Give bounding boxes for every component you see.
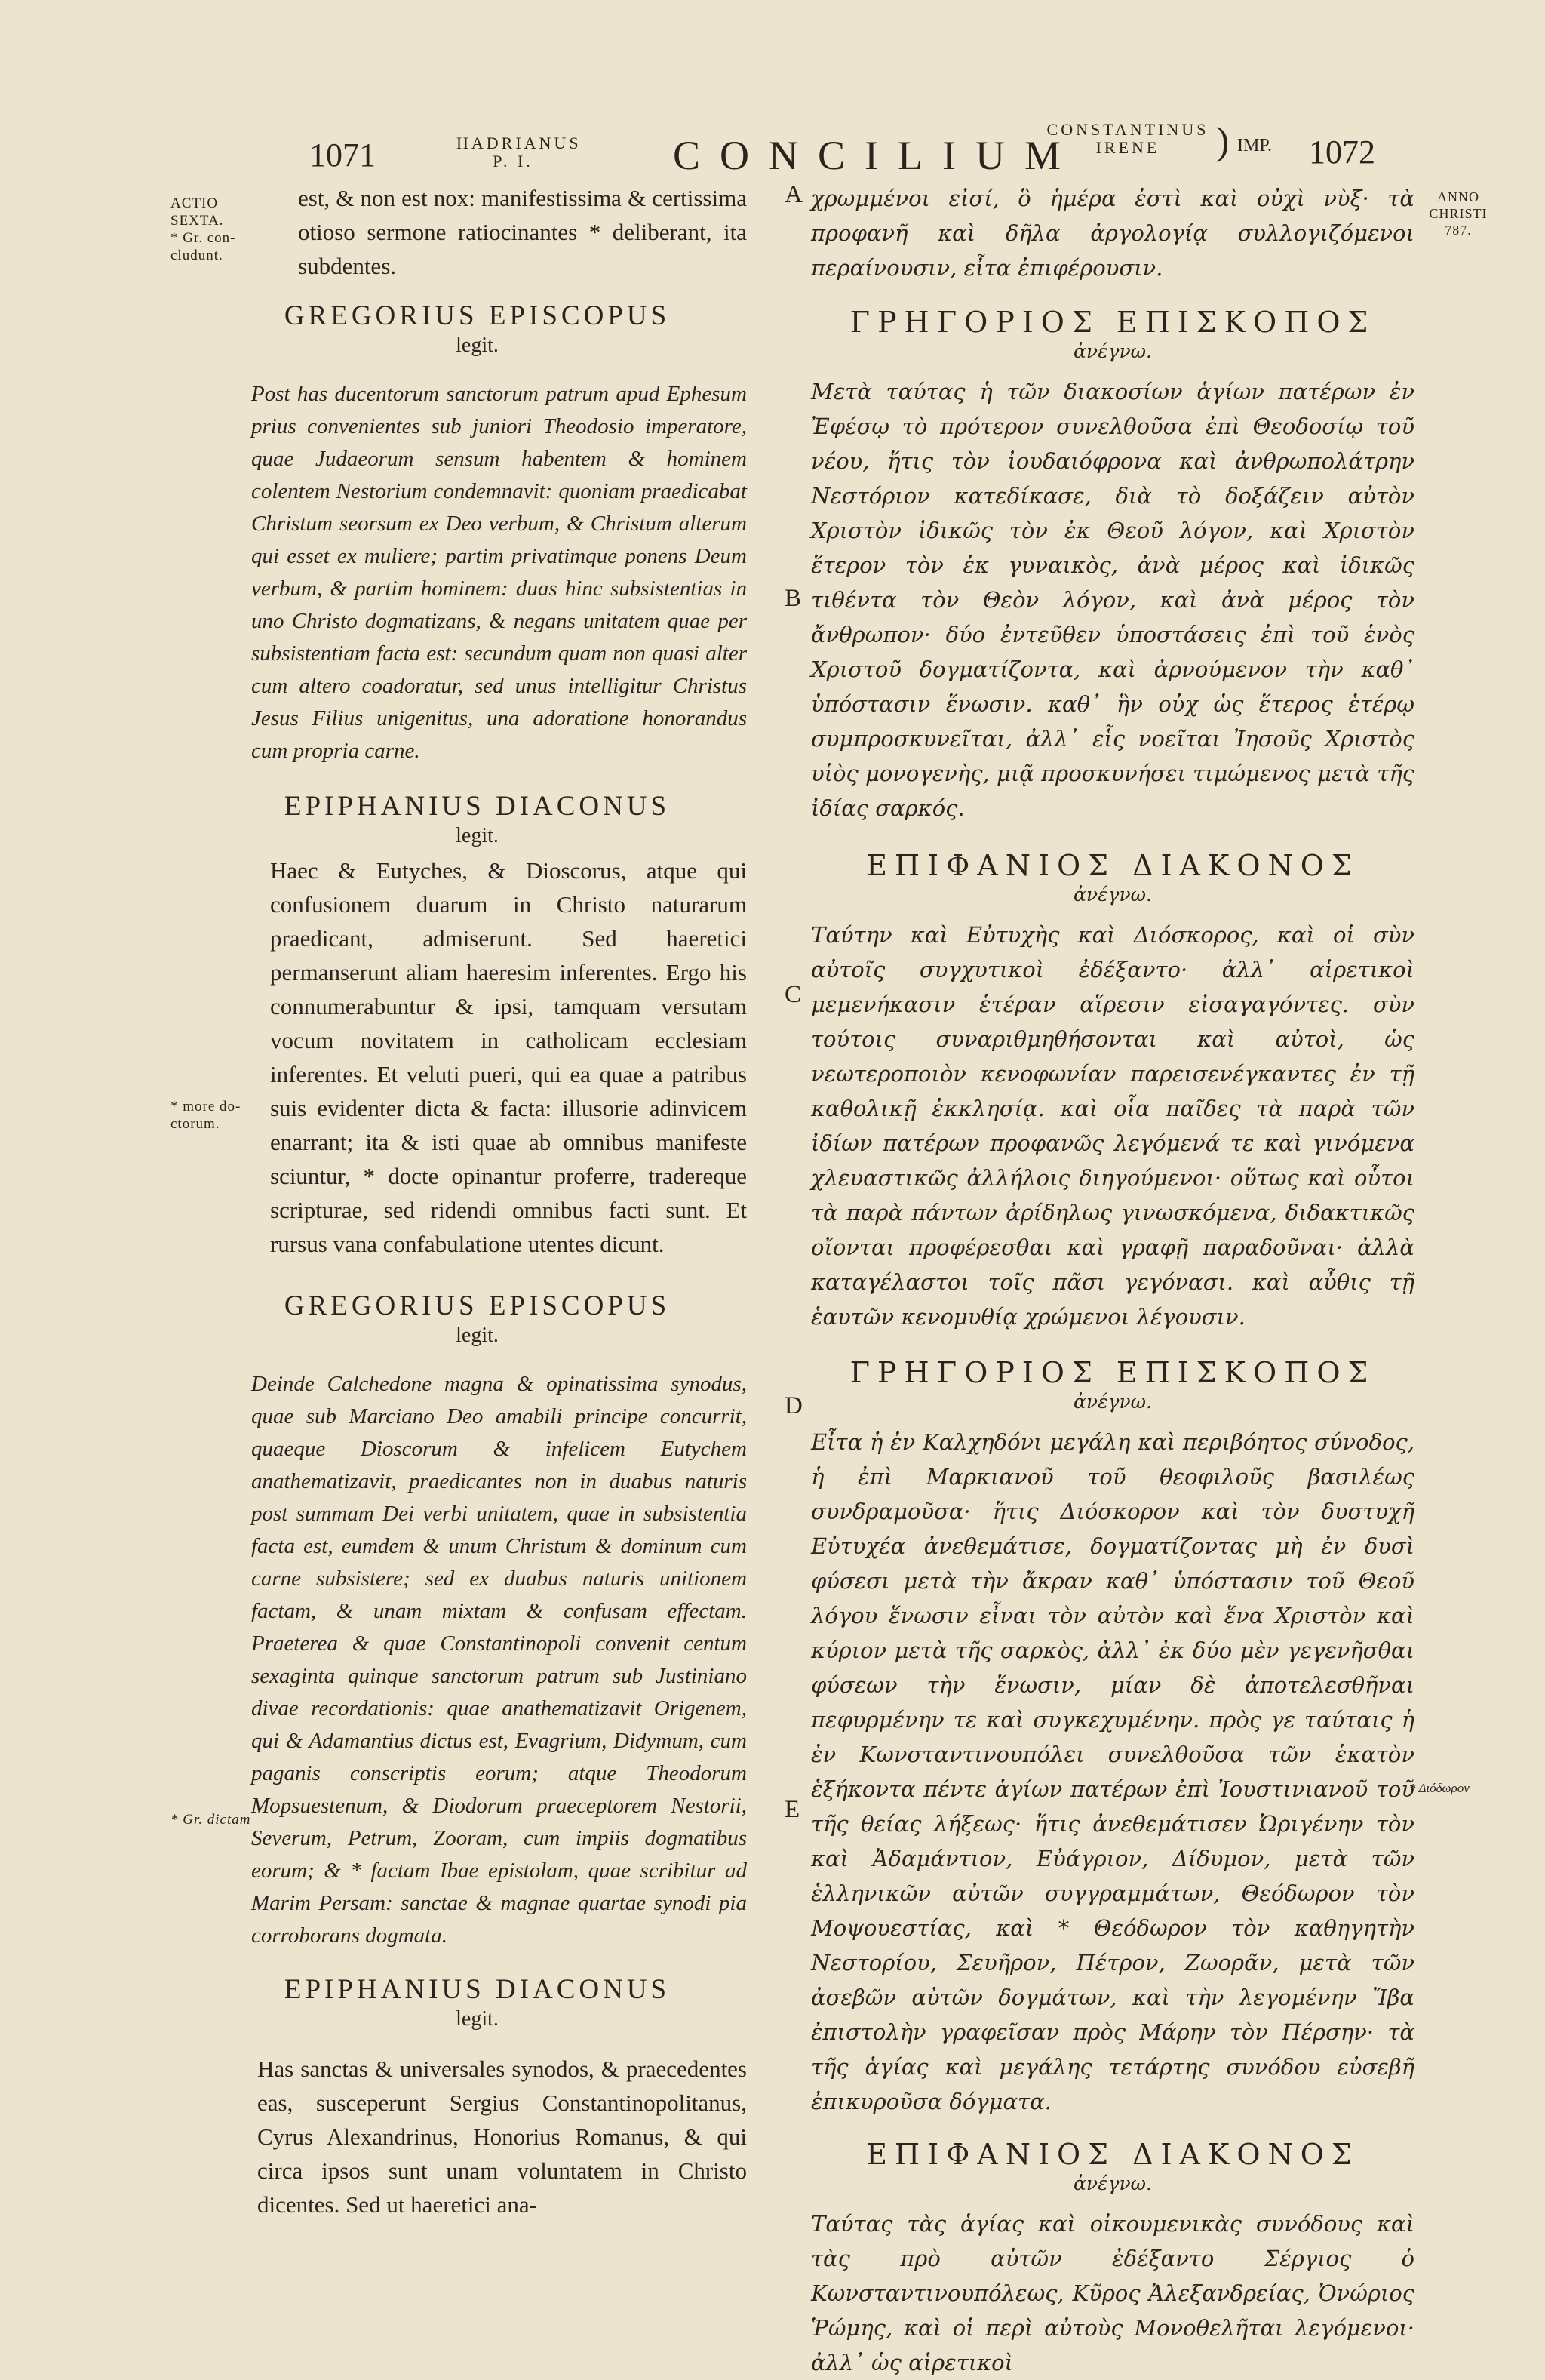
latin-heading-gregorius-2: GREGORIUS EPISCOPUS <box>284 1290 671 1321</box>
latin-intro: est, & non est nox: manifestissima & certissima otioso sermone ratiocinantes * deliberant, ita subdentes. <box>298 185 747 279</box>
header-emperors <box>1037 121 1218 157</box>
latin-subheading-1: legit. <box>456 334 499 357</box>
greek-intro: χρωμμένοι εἰσί, ὃ ἡμέρα ἐστὶ καὶ οὐχὶ νὺξ· τὰ προφανῆ καὶ δῆλα ἀργολογίᾳ συλλογιζόμενοι περαίνουσιν, εἶτα ἐπιφέρουσιν. <box>811 186 1414 281</box>
latin-heading-epiphanius-1: EPIPHANIUS DIACONUS <box>284 791 671 822</box>
latin-section-2 <box>207 790 747 1261</box>
latin-subheading-3: legit. <box>456 1324 499 1347</box>
page-number-right: 1072 <box>1309 134 1375 171</box>
margin-sexta: SEXTA. <box>170 213 224 229</box>
page-number-left: 1071 <box>309 137 376 174</box>
greek-text-3: Εἶτα ἡ ἐν Καλχηδόνι μεγάλη καὶ περιβόητος σύνοδος, ἡ ἐπὶ Μαρκιανοῦ τοῦ θεοφιλοῦς βασιλέως συνδραμοῦσα· ἥτις Διόσκορον καὶ τὸν δυστυχῆ Εὐτυχέα ἀνεθεμάτισε, δογματίζοντας μὴ ἐν δυσὶ φύσεσι μετὰ τὴν ἄκραν καθ᾽ ὑπόστασιν τοῦ Θεοῦ λόγου ἕνωσιν εἶναι τὸν αὐτὸν καὶ ἕνα Χριστὸν καὶ κύριον μετὰ τῆς σαρκὸς, ἀλλ᾽ ἐκ δύο μὲν γεγενῆσθαι φύσεων τὴν ἕνωσιν, μίαν δὲ ἀποτελεσθῆναι πεφυρμένην τε καὶ συγκεχυμένην. πρὸς γε ταύταις ἡ ἐν Κωνσταντινουπόλει συνελθοῦσα τῶν ἑκατὸν ἑξήκοντα πέντε ἁγίων πατέρων ἐπὶ Ἰουστινιανοῦ τοῦ τῆς θείας λήξεως· ἥτις ἀνεθεμάτισεν Ὠριγένην τὸν καὶ Ἀδαμάντιον, Εὐάγριον, Δίδυμον, μετὰ τῶν ἑλληνικῶν αὐτῶν συγγραμμάτων, Θεόδωρον τὸν Μοψουεστίας, καὶ * Θεόδωρον τὸν καθηγητὴν Νεστορίου, Σευῆρον, Πέτρον, Ζωορᾶν, μετὰ τῶν ἀσεβῶν αὐτῶν δογμάτων, καὶ τὴν λεγομένην Ἴβα ἐπιστολὴν γραφεῖσαν πρὸς Μάρην τὸν Πέρσην· τὰ τῆς ἁγίας καὶ μεγάλης τετάρτης συνόδου εὐσεβῆ ἐπικυροῦσα δόγματα. <box>811 1429 1414 2114</box>
greek-heading-epiphanios-2: ΕΠΙΦΑΝΙΟΣ ΔΙΑΚΟΝΟΣ <box>866 2138 1359 2171</box>
section-letter-e: E <box>785 1796 800 1823</box>
greek-column <box>811 181 1414 2380</box>
header-emperor-1: CONSTANTINUS <box>1046 120 1209 139</box>
greek-section-1 <box>811 305 1414 826</box>
section-letter-a: A <box>785 181 803 208</box>
greek-subheading-4: ἀνέγνω. <box>1074 2172 1152 2194</box>
latin-text-4: Has sanctas & universales synodos, & praecedentes eas, susceperunt Sergius Constantinopolitanus, Cyrus Alexandrinus, Honorius Romanus, & qui circa ipsos sunt unam voluntatem in Christo dicentes. Sed ut haeretici ana- <box>257 2056 747 2218</box>
section-letter-c: C <box>785 981 802 1008</box>
greek-text-1: Μετὰ ταύτας ἡ τῶν διακοσίων ἁγίων πατέρων ἐν Ἐφέσῳ τὸ πρότερον συνελθοῦσα ἐπὶ Θεοδοσίῳ τοῦ νέου, ἥτις τὸν ἰουδαιόφρονα καὶ ἀνθρωπολάτρην Νεστόριον κατεδίκασε, διὰ τὸ δοξάζειν αὐτὸν Χριστὸν ἰδικῶς τὸν ἐκ Θεοῦ λόγον, καὶ Χριστὸν ἕτερον τὸν ἐκ γυναικὸς, ἀνὰ μέρος καὶ ἰδικῶς τιθέντα τὸν Θεὸν λόγον, καὶ ἀνὰ μέρος τὸν ἄνθρωπον· δύο ἐντεῦθεν ὑποστάσεις ἐπὶ τοῦ ἑνὸς Χριστοῦ δογματίζοντα, καὶ ἀρνούμενον τὴν καθ᾽ ὑπόστασιν ἕνωσιν. καθ᾽ ἣν οὐχ ὡς ἕτερος ἑτέρῳ συμπροσκυνεῖται, ἀλλ᾽ εἷς νοεῖται Ἰησοῦς Χριστὸς υἱὸς μονογενὴς, μιᾷ προσκυνήσει τιμώμενος μετὰ τῆς ἰδίας σαρκός. <box>811 379 1414 821</box>
margin-ctorum: ctorum. <box>170 1116 220 1132</box>
header-emperor-2: IRENE <box>1095 138 1160 157</box>
latin-heading-gregorius-1: GREGORIUS EPISCOPUS <box>284 300 671 331</box>
greek-subheading-2: ἀνέγνω. <box>1074 884 1152 906</box>
latin-section-1 <box>207 300 747 767</box>
greek-heading-epiphanios-1: ΕΠΙΦΑΝΙΟΣ ΔΙΑΚΟΝΟΣ <box>866 849 1359 882</box>
latin-text-3: Deinde Calchedone magna & opinatissima synodus, quae sub Marciano Deo amabili principe concurrit, quaeque Dioscorum & infelicem Eutychem anathematizavit, praedicantes non in duabus naturis post summam Dei verbi unitatem, quae in subsistentia facta est, eumdem & unum Christum & dominum cum carne subsistere; sed ex duabus naturis unitionem factam, & unam mixtam & confusam effectam. Praeterea & quae Constantinopoli convenit centum sexaginta quinque sanctorum patrum sub Justiniano divae recordationis: quae anathematizavit Origenem, qui & Adamantius dictus est, Evagrium, Didymum, cum paganis conscriptis eorum; atque Theodorum Mopsuestenum, & Diodorum praeceptorem Nestorii, Severum, Petrum, Zooram, cum impiis dogmatibus eorum; & * factam Ibae epistolam, quae scribitur ad Marim Persam: sanctae & magnae quartae synodi pia corroborans dogmata. <box>251 1372 747 1948</box>
greek-subheading-1: ἀνέγνω. <box>1074 340 1152 362</box>
margin-more: * more do- <box>170 1099 241 1115</box>
margin-anno: ANNO <box>1437 189 1479 204</box>
margin-christi: CHRISTI <box>1429 206 1488 221</box>
greek-heading-gregorios-1: ΓΡΗΓΟΡΙΟΣ ΕΠΙΣΚΟΠΟΣ <box>849 306 1376 339</box>
greek-subheading-3: ἀνέγνω. <box>1074 1391 1152 1413</box>
margin-note-gr-dictam: * Gr. dictam <box>170 1812 251 1828</box>
latin-column <box>207 181 747 2222</box>
section-letter-d: D <box>785 1392 803 1419</box>
latin-subheading-2: legit. <box>456 824 499 847</box>
section-letter-b: B <box>785 585 802 612</box>
greek-section-4 <box>811 2137 1414 2380</box>
page-title: CONCILIUM <box>673 133 1080 178</box>
margin-actio: ACTIO <box>170 195 219 211</box>
greek-section-2 <box>811 848 1414 1334</box>
greek-text-4: Ταύτας τὰς ἁγίας καὶ οἰκουμενικὰς συνόδους καὶ τὰς πρὸ αὐτῶν ἐδέξαντο Σέργιος ὁ Κωνσταντινουπόλεως, Κῦρος Ἀλεξανδρείας, Ὀνώριος Ῥώμης, καὶ οἱ περὶ αὐτοὺς Μονοθελῆται λεγόμενοι· ἀλλ᾽ ὡς αἱρετικοὶ <box>811 2211 1414 2375</box>
latin-text-2: Haec & Eutyches, & Dioscorus, atque qui confusionem duarum in Christo naturarum praedicant, admiserunt. Sed haeretici permanserunt aliam haeresim inferentes. Ergo his connumerabuntur & ipsi, tamquam versutam vocum novitatem in catholicam ecclesiam inferentes. Et veluti pueri, qui ea quae a patribus suis evidenter dicta & facta: illusorie adinvicem enarrant; ita & isti quae ab omnibus manifeste sciuntur, * docte opinantur proferre, tradereque scripturae, sed ridendi omnibus facti sunt. Et rursus vana confabulatione utentes dicunt. <box>270 857 747 1257</box>
latin-heading-epiphanius-2: EPIPHANIUS DIACONUS <box>284 1974 671 2005</box>
greek-heading-gregorios-2: ΓΡΗΓΟΡΙΟΣ ΕΠΙΣΚΟΠΟΣ <box>849 1356 1376 1389</box>
margin-note-anno-christi <box>1417 189 1500 238</box>
greek-text-2: Ταύτην καὶ Εὐτυχὴς καὶ Διόσκορος, καὶ οἱ σὺν αὐτοῖς συγχυτικοὶ ἐδέξαντο· ἀλλ᾽ αἱρετικοὶ μεμενήκασιν ἑτέραν αἵρεσιν εἰσαγαγόντες. σὺν τούτοις συναριθμηθήσονται καὶ αὐτοὶ, ὡς νεωτεροποιὸν κενοφωνίαν παρεισενέγκαντες ἐν τῇ καθολικῇ ἐκκλησίᾳ. καὶ οἷα παῖδες τὰ παρὰ τῶν ἰδίων πατέρων προφανῶς λεγόμενά τε καὶ γινόμενα χλευαστικῶς ἀλλήλοις διηγούμενοι· οὕτως καὶ οὗτοι τὰ παρὰ πάντων ἀρίδηλως γινωσκόμενα, διδακτικῶς οἴονται προφέρεσθαι καὶ γραφῇ παραδοῦναι· ἀλλὰ καταγέλαστοι τοῖς πᾶσι γεγόνασι. καὶ αὖθις τῇ ἑαυτῶν κενομυθίᾳ χρώμενοι λέγουσιν. <box>811 922 1414 1330</box>
header-imp: IMP. <box>1237 136 1273 155</box>
greek-section-3 <box>811 1355 1414 2119</box>
header-brace: ) <box>1216 120 1230 163</box>
latin-text-1: Post has ducentorum sanctorum patrum apud Ephesum prius convenientes sub juniori Theodosio imperatore, quae Judaeorum sensum habentem & hominem colentem Nestorium condemnavit: quoniam praedicabat Christum seorsum ex Deo verbum, & Christum alterum qui esset ex muliere; partim privatimque ponens Deum verbum, & partim hominem: duas hinc subsistentias in uno Christo dogmatizans, & negans unitatem quae per subsistentiam facta est: secundum quam non quasi alter cum altero coadoratur, sed unus intelligitur Christus Jesus Filius unigenitus, una adoratione honorandus cum propria carne. <box>251 382 747 763</box>
margin-gr-con: * Gr. con- <box>170 230 236 246</box>
latin-section-3 <box>207 1290 747 1952</box>
margin-cludunt: cludunt. <box>170 248 223 263</box>
header-author <box>456 134 582 171</box>
header-author-name: HADRIANUS <box>456 134 582 152</box>
header-author-title: P. I. <box>493 152 533 171</box>
margin-year: 787. <box>1445 223 1472 238</box>
latin-section-4 <box>207 1973 747 2222</box>
margin-note-diodoron: * Διόδωρον <box>1409 1781 1470 1795</box>
latin-subheading-4: legit. <box>456 2007 499 2031</box>
